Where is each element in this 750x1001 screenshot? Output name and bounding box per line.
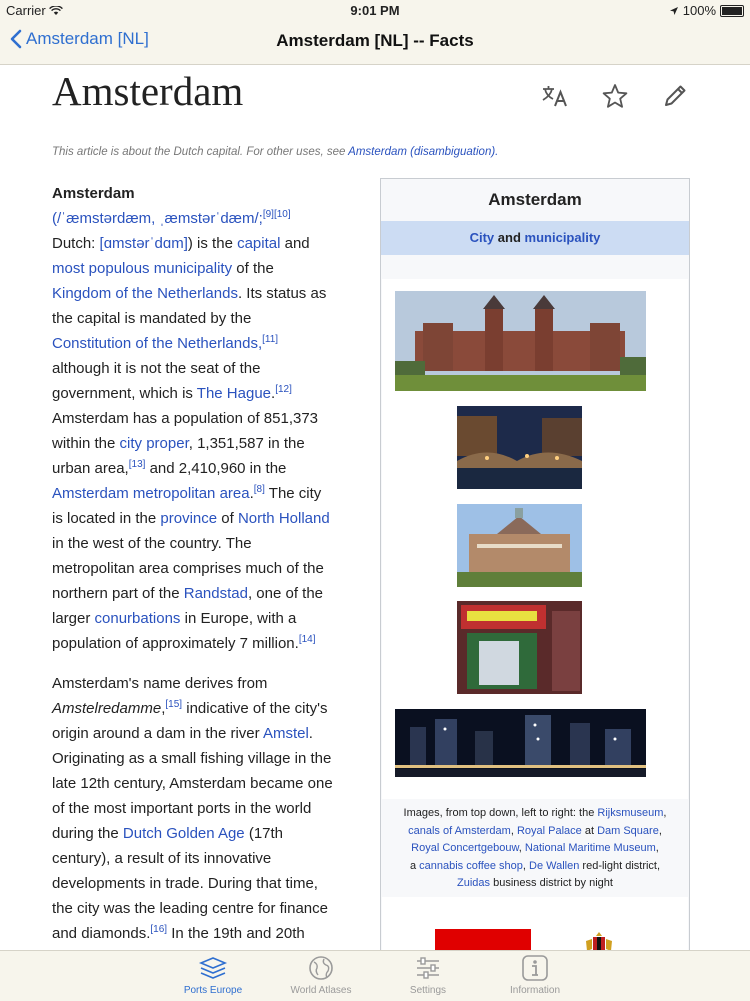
text-run: in the west of the country. The — [52, 535, 252, 552]
tab-bar — [0, 950, 750, 1001]
text-run: government, which is — [52, 385, 197, 402]
paragraph — [52, 671, 352, 946]
text-run: metropolitan area comprises much of the — [52, 560, 324, 577]
article-link[interactable]: Royal Palace — [516, 824, 582, 837]
concertgebouw-image[interactable] — [457, 504, 582, 587]
italic-term: Amstelredamme — [52, 700, 162, 717]
location-arrow-icon — [669, 6, 679, 16]
tab-label: Information — [509, 985, 561, 996]
article-link[interactable]: canals of Amsterdam — [408, 824, 511, 837]
hatnote-text: This article is about the Dutch capital. For other uses, see — [52, 146, 346, 158]
text-run: , — [510, 824, 517, 837]
back-label: Amsterdam [NL] — [26, 29, 149, 48]
text-run: the city was the leading centre for finance — [52, 900, 328, 917]
nav-title: Amsterdam [NL] -- Facts — [276, 31, 474, 50]
text-run: of — [217, 510, 238, 527]
text-run: and 2,410,960 in the — [145, 460, 287, 477]
text-run: of the most important ports in the world — [52, 800, 312, 817]
text-run: urban area, — [52, 460, 129, 477]
page-title: Amsterdam — [52, 68, 244, 114]
link-city[interactable]: City — [469, 230, 495, 245]
infobox-image-montage — [382, 279, 688, 799]
citation-ref[interactable]: [15] — [165, 699, 183, 710]
tab-label: Settings — [409, 985, 447, 996]
article-body — [52, 181, 352, 950]
text-run: , 1,351,587 in the — [188, 435, 305, 452]
article-link[interactable]: [ɑmstərˈdɑm] — [99, 235, 188, 252]
navigation-bar — [0, 20, 750, 65]
rijksmuseum-image[interactable] — [395, 291, 646, 391]
text-run: , — [522, 859, 530, 872]
tab-label: Ports Europe — [183, 985, 243, 996]
text-run: origin around a dam in the river — [52, 725, 263, 742]
article-link[interactable]: National Maritime Museum — [524, 842, 656, 854]
text-run: of the — [232, 260, 274, 277]
article-link[interactable]: , — [257, 335, 263, 352]
text-run: , — [658, 824, 662, 837]
article-link[interactable]: Randstad — [183, 585, 248, 602]
article-link[interactable]: Rijksmuseum — [597, 807, 664, 819]
text-run: is located in the — [52, 510, 161, 527]
text-run: , — [518, 842, 525, 854]
flag-and-coat-of-arms — [382, 897, 688, 950]
article-link[interactable]: cannabis coffee shop — [419, 859, 523, 872]
citation-ref[interactable]: [12] — [275, 384, 292, 395]
link-municipality[interactable]: municipality — [524, 230, 601, 245]
text-run: . Its status as — [237, 285, 327, 302]
clock: 9:01 PM — [350, 3, 400, 18]
subtitle-and: and — [497, 230, 521, 245]
text-run: developments in trade. During that time, — [52, 875, 318, 892]
pencil-icon — [662, 83, 688, 109]
citation-ref[interactable]: [13] — [128, 459, 146, 470]
text-run: , — [663, 807, 667, 819]
tab-information[interactable] — [475, 955, 595, 996]
article-view[interactable] — [0, 65, 750, 950]
citation-ref[interactable]: [9][10] — [262, 209, 291, 220]
article-link[interactable]: Zuidas — [457, 877, 491, 889]
text-run: population of approximately 7 million. — [52, 635, 299, 652]
bookmark-button[interactable] — [598, 81, 632, 111]
status-bar — [0, 0, 750, 20]
text-run: Amsterdam has a population of 851,373 — [52, 410, 319, 427]
coffeeshop-image[interactable] — [457, 601, 582, 694]
citation-ref[interactable]: [16] — [150, 924, 168, 935]
text-run: larger — [52, 610, 95, 627]
translate-icon — [541, 84, 569, 108]
text-run: at — [581, 824, 598, 837]
tab-label: World Atlases — [290, 985, 352, 996]
flag-image[interactable] — [435, 929, 531, 950]
sliders-icon — [413, 955, 443, 981]
hatnote — [52, 146, 498, 158]
text-run: although it is not the seat of the — [52, 360, 261, 377]
article-link[interactable]: De Wallen — [529, 859, 580, 872]
globe-icon — [306, 955, 336, 981]
article-link[interactable]: Dam Square — [597, 824, 659, 837]
text-run: Amsterdam's name derives from — [52, 675, 268, 692]
coat-of-arms-image[interactable] — [584, 931, 614, 950]
text-run: century), a result of its innovative — [52, 850, 272, 867]
article-link[interactable]: province — [160, 510, 218, 527]
tab-settings[interactable] — [368, 955, 488, 996]
canals-image[interactable] — [457, 406, 582, 489]
battery-percent: 100% — [682, 3, 716, 18]
text-run: and — [280, 235, 310, 252]
text-run: In the 19th and 20th — [167, 925, 305, 942]
article-link[interactable]: Royal Concertgebouw — [411, 842, 519, 854]
text-run: , — [161, 700, 166, 717]
star-icon — [602, 83, 628, 109]
status-right — [669, 3, 744, 18]
text-run: late 12th century, Amsterdam became one — [52, 775, 333, 792]
bold-term: Amsterdam — [52, 185, 135, 202]
article-link[interactable]: The Hague — [196, 385, 272, 402]
citation-ref[interactable]: [11] — [262, 334, 279, 345]
article-link[interactable]: Kingdom of the Netherlands — [52, 285, 238, 302]
battery-icon — [720, 5, 744, 17]
text-run: during the — [52, 825, 123, 842]
citation-ref[interactable]: [14] — [298, 634, 316, 645]
edit-button[interactable] — [658, 81, 692, 111]
carrier-text: Carrier — [6, 3, 46, 18]
article-link[interactable]: (/ˈæmstərdæm, ˌæmstərˈdæm/; — [52, 210, 263, 227]
text-run: . — [249, 485, 254, 502]
article-link[interactable]: Amstel — [262, 725, 309, 742]
text-run: indicative of the city's — [182, 700, 328, 717]
article-toolbar — [538, 81, 692, 111]
article-link[interactable]: capital — [237, 235, 281, 252]
text-run: the capital is mandated by the — [52, 310, 252, 327]
zuidas-image[interactable] — [395, 709, 646, 777]
text-run: Originating as a small fishing village in the — [52, 750, 332, 767]
layers-icon — [198, 955, 228, 981]
tab-world-atlases[interactable] — [261, 955, 381, 996]
info-icon — [520, 955, 550, 981]
article-link[interactable]: city proper — [119, 435, 189, 452]
infobox-caption — [397, 805, 673, 893]
text-run: Dutch: — [52, 235, 100, 252]
article-link[interactable]: most populous municipality — [52, 260, 233, 277]
paragraph — [52, 181, 352, 656]
text-run: red-light district, — [579, 859, 661, 872]
infobox-subtitle — [381, 221, 689, 255]
article-link[interactable]: Dutch Golden Age — [122, 825, 245, 842]
text-run: northern part of the — [52, 585, 184, 602]
text-run: . — [308, 725, 313, 742]
infobox — [380, 178, 690, 950]
text-run: (17th — [244, 825, 284, 842]
article-link[interactable]: Amsterdam metropolitan area — [52, 485, 250, 502]
infobox-title: Amsterdam — [488, 190, 582, 209]
text-run: , — [655, 842, 659, 854]
text-run: . — [271, 385, 276, 402]
translate-button[interactable] — [538, 81, 572, 111]
citation-ref[interactable]: [8] — [253, 484, 265, 495]
text-run: a — [409, 859, 420, 872]
text-run: and diamonds. — [52, 925, 151, 942]
hatnote-link[interactable]: Amsterdam (disambiguation). — [348, 146, 499, 158]
text-run: within the — [52, 435, 120, 452]
article-link[interactable]: Constitution of the Netherlands — [52, 335, 258, 352]
text-run: , one of the — [247, 585, 324, 602]
text-run: The city — [264, 485, 322, 502]
text-run: in Europe, with a — [180, 610, 297, 627]
article-link[interactable]: North Holland — [237, 510, 330, 527]
text-run: business district by night — [490, 877, 613, 889]
tab-ports-europe[interactable] — [153, 955, 273, 996]
text-run: ) is the — [187, 235, 238, 252]
article-link[interactable]: conurbations — [94, 610, 181, 627]
text-run: Images, from top down, left to right: the — [403, 807, 598, 819]
